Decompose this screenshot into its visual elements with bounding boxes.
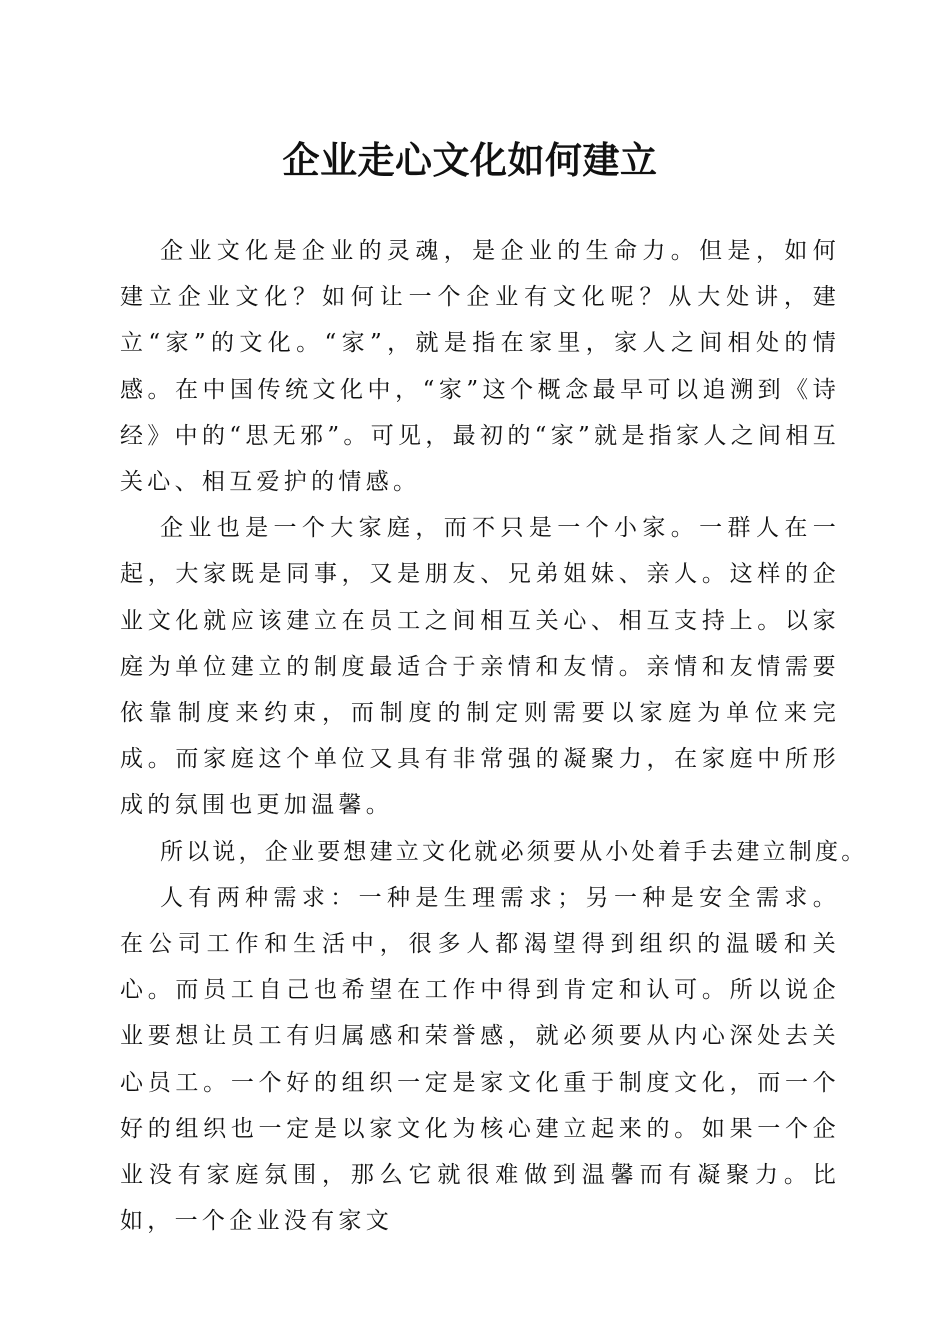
document-title: 企业走心文化如何建立 (282, 138, 658, 182)
paragraph-4: 人有两种需求：一种是生理需求；另一种是安全需求。在公司工作和生活中，很多人都渴望得到组织的温暖和关心。而员工自己也希望在工作中得到肯定和认可。所以说企业要想让员工有归属感和荣誉感，就必须要从内心深处去关心员工。一个好的组织一定是家文化重于制度文化，而一个好的组织也一定是以家文化为核心建立起来的。如果一个企业没有家庭氛围，那么它就很难做到温馨而有凝聚力。比如，一个企业没有家文 (120, 884, 840, 1235)
document-body (120, 228, 868, 1244)
paragraph-1: 企业文化是企业的灵魂，是企业的生命力。但是，如何建立企业文化？如何让一个企业有文化呢？从大处讲，建立“家”的文化。“家”，就是指在家里，家人之间相处的情感。在中国传统文化中，“家”这个概念最早可以追溯到《诗经》中的“思无邪”。可见，最初的“家”就是指家人之间相互关心、相互爱护的情感。 (120, 238, 840, 496)
paragraph-3: 所以说，企业要想建立文化就必须要从小处着手去建立制度。 (160, 838, 868, 865)
paragraph-2: 企业也是一个大家庭，而不只是一个小家。一群人在一起，大家既是同事，又是朋友、兄弟姐妹、亲人。这样的企业文化就应该建立在员工之间相互关心、相互支持上。以家庭为单位建立的制度最适合于亲情和友情。亲情和友情需要依靠制度来约束，而制度的制定则需要以家庭为单位来完成。而家庭这个单位又具有非常强的凝聚力，在家庭中所形成的氛围也更加温馨。 (120, 515, 840, 819)
